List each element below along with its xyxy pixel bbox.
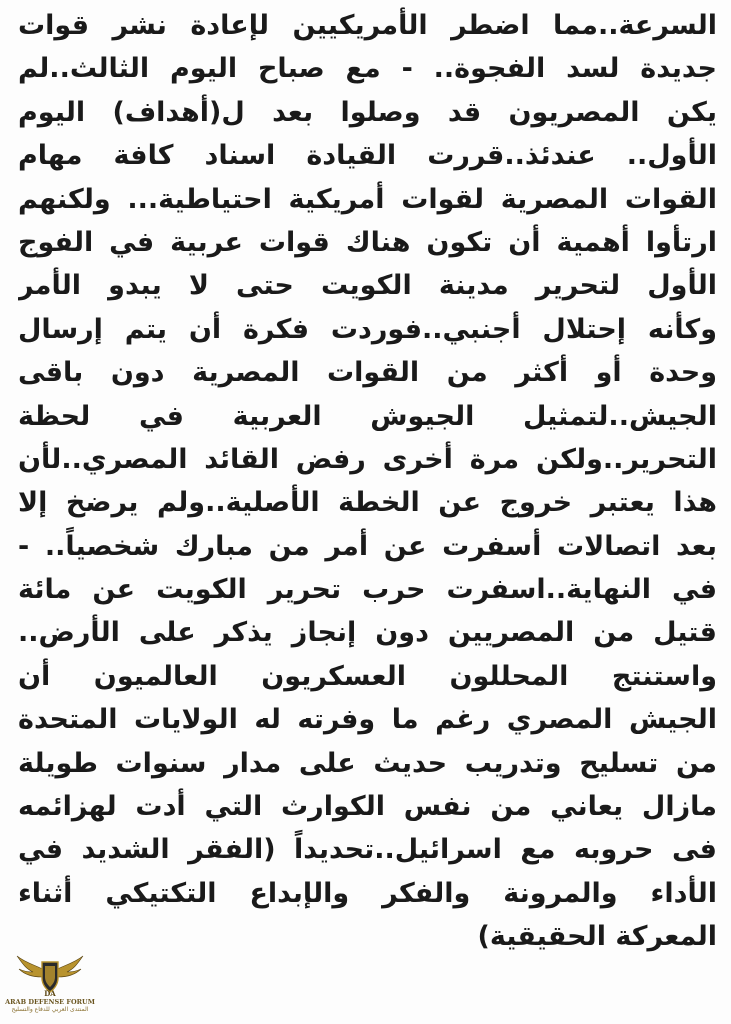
logo-monogram: DA bbox=[44, 989, 56, 998]
text-line-15: قتيل من المصريين دون إنجاز يذكر على الأرض.. bbox=[18, 617, 717, 649]
text-line-13: بعد اتصالات أسفرت عن أمر من مبارك شخصياً.. - bbox=[18, 530, 717, 562]
winged-shield-logo-icon bbox=[15, 952, 85, 998]
text-line-20: فى حروبه مع اسرائيل..تحديداً (الفقر الشديد في bbox=[18, 834, 717, 866]
text-line-9: وحدة أو أكثر من القوات المصرية دون باقى bbox=[18, 357, 717, 389]
text-line-1: السرعة..مما اضطر الأمريكيين لإعادة نشر قوات bbox=[18, 10, 717, 41]
article-text bbox=[18, 4, 717, 959]
text-line-2: جديدة لسد الفجوة.. - مع صباح اليوم الثالث..لم bbox=[18, 53, 717, 85]
text-line-6: ارتأوا أهمية أن تكون هناك قوات عربية في الفوج bbox=[18, 226, 717, 258]
text-line-3: يكن المصريون قد وصلوا بعد ل(أهداف) اليوم bbox=[18, 96, 717, 128]
text-line-18: من تسليح وتدريب حديث على مدار سنوات طويلة bbox=[18, 747, 717, 779]
text-line-7: الأول لتحرير مدينة الكويت حتى لا يبدو الأمر bbox=[18, 270, 717, 302]
text-line-17: الجيش المصري رغم ما وفرته له الولايات المتحدة bbox=[18, 704, 717, 736]
text-line-5: القوات المصرية لقوات أمريكية احتياطية... ولكنهم bbox=[18, 183, 717, 215]
forum-watermark bbox=[4, 952, 96, 1022]
text-line-4: الأول.. عندئذ..قررت القيادة اسناد كافة مهام bbox=[18, 140, 717, 172]
text-line-12: هذا يعتبر خروج عن الخطة الأصلية..ولم يرضخ إلا bbox=[18, 487, 717, 519]
forum-name: ARAB DEFENSE FORUM bbox=[5, 998, 95, 1006]
text-line-11: التحرير..ولكن مرة أخرى رفض القائد المصري..لأن bbox=[18, 443, 717, 475]
text-line-16: واستنتج المحللون العسكريون العالميون أن bbox=[18, 660, 717, 692]
forum-subtitle: المنتدى العربي للدفاع والتسليح bbox=[11, 1006, 89, 1013]
text-line-19: مازال يعاني من نفس الكوارث التي أدت لهزائمه bbox=[18, 791, 717, 823]
text-line-8: وكأنه إحتلال أجنبي..فوردت فكرة أن يتم إرسال bbox=[18, 313, 717, 345]
text-line-14: في النهاية..اسفرت حرب تحرير الكويت عن مائة bbox=[18, 574, 717, 606]
text-line-22: المعركة الحقيقية) bbox=[477, 921, 717, 953]
text-line-21: الأداء والمرونة والفكر والإبداع التكتيكي أثناء bbox=[18, 877, 717, 909]
text-line-10: الجيش..لتمثيل الجيوش العربية في لحظة bbox=[18, 400, 717, 432]
